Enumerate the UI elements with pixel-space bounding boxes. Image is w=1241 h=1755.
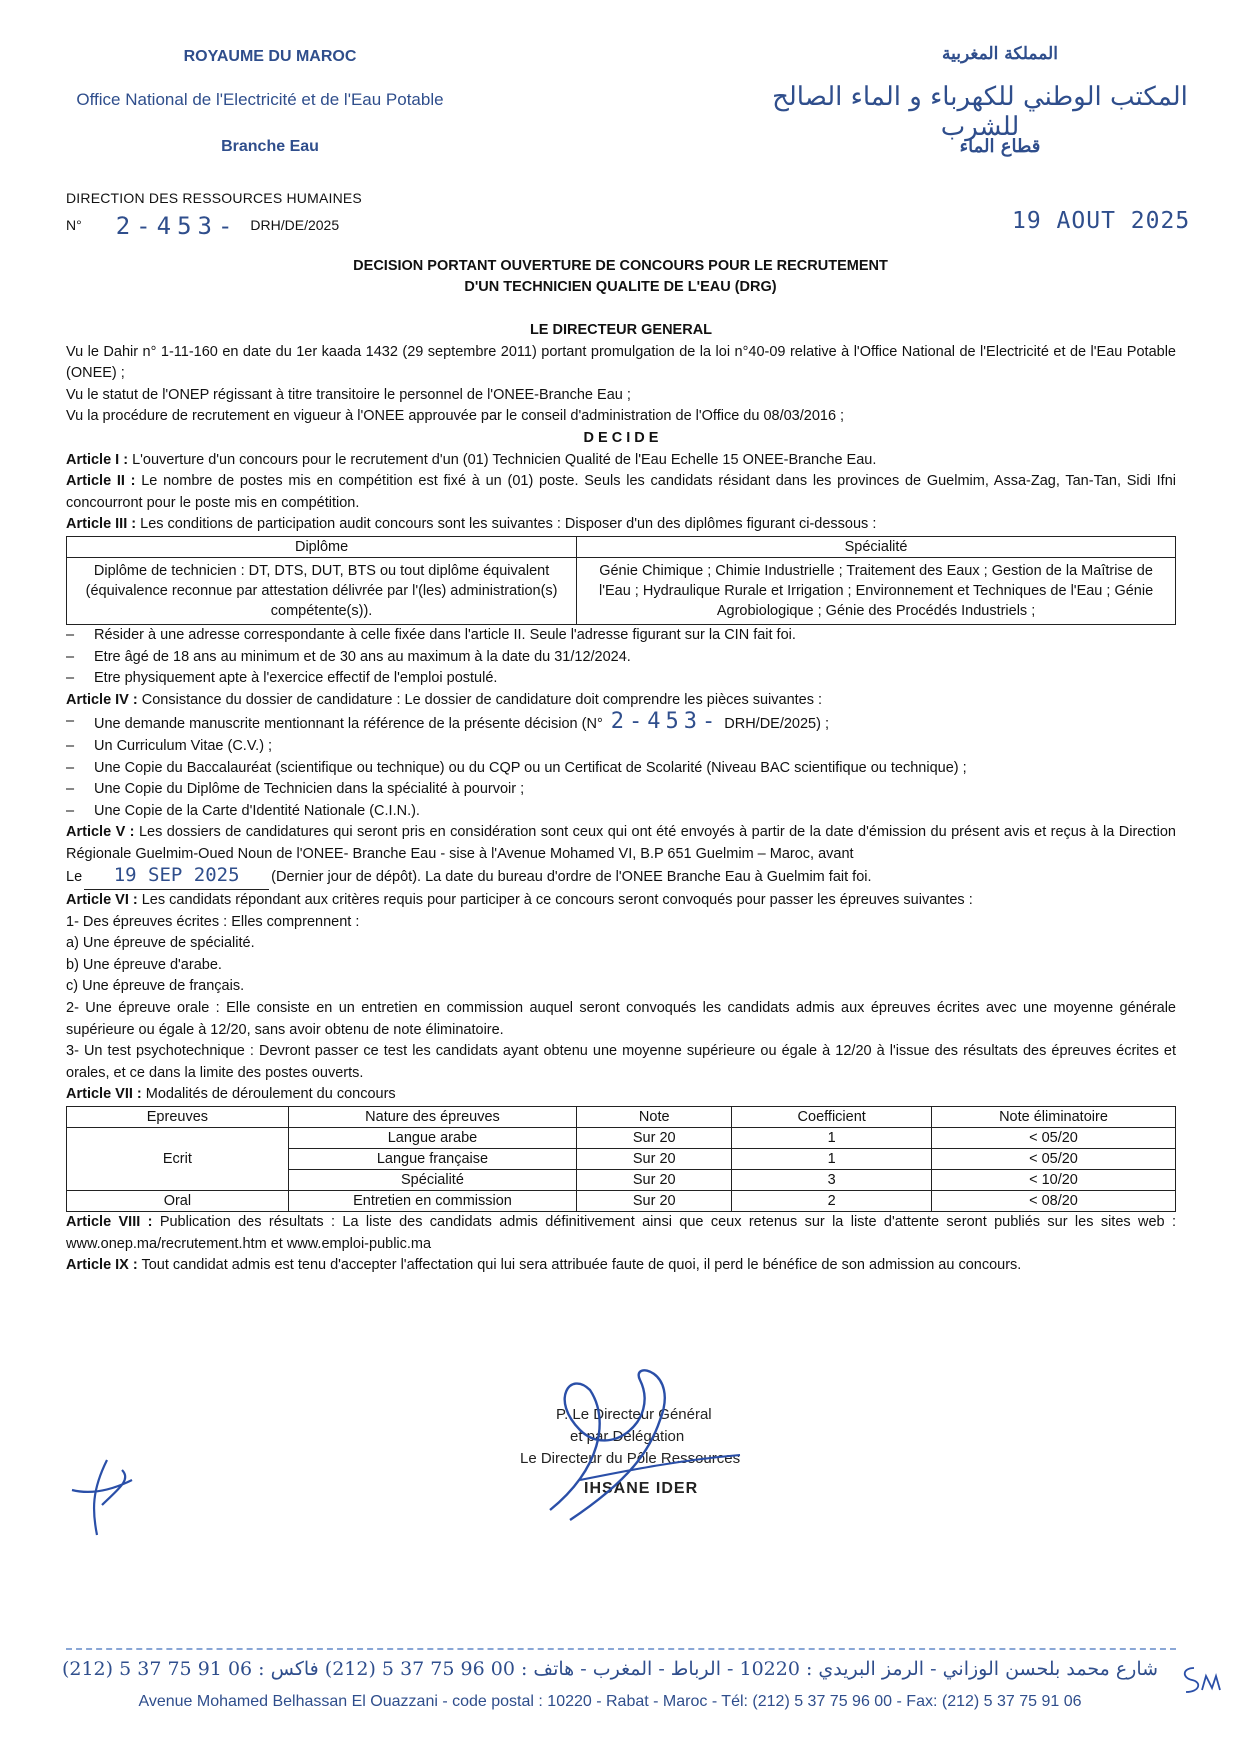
vu-2: Vu le statut de l'ONEP régissant à titre transitoire le personnel de l'ONEE-Branche Eau ; [66,386,631,403]
branche-fr: Branche Eau [221,138,319,155]
article-4 [66,690,1176,712]
exam-note: Sur 20 [577,1128,732,1149]
exam-nature: Entretien en commission [288,1191,576,1212]
title-line-2: D'UN TECHNICIEN QUALITE DE L'EAU (DRG) [464,279,777,295]
article-4-label: Article IV : [66,691,138,708]
deadline-date-stamp: 19 SEP 2025 [113,864,240,887]
specialty-cell: Génie Chimique ; Chimie Industrielle ; Traitement des Eaux ; Gestion de la Maîtrise de l'Eau ; Hydraulique Rurale et Irrigation ; Environnement et Techniques de l'Eau ; Génie Agrobiologique ; Génie des Procédés Industriels ; [577,557,1176,624]
article-3-text: Les conditions de participation audit concours sont les suivantes : Disposer d'un des diplômes figurant ci-dessous : [136,516,877,533]
exam-written-c: c) Une épreuve de français. [66,978,245,995]
exam-coef: 3 [732,1170,932,1191]
sig-line-1: P. Le Directeur Général [556,1406,712,1423]
kingdom-fr: ROYAUME DU MAROC [183,48,357,65]
article-2 [66,471,1176,514]
article-9-label: Article IX : [66,1257,138,1274]
article-2-label: Article II : [66,473,136,490]
exam-written: 1- Des épreuves écrites : Elles comprennent : [66,913,360,930]
document-2: – Un Curriculum Vitae (C.V.) ; [66,736,1176,758]
article-2-text: Le nombre de postes mis en compétition est fixé à un (01) poste. Seuls les candidats résidant dans les provinces de Guelmim, Assa-Zag, Tan-Tan, Sidi Ifni concourront pour le poste mis en compétition. [66,473,1176,511]
ref-suffix: DRH/DE/2025 [250,217,340,233]
decision-body [66,320,1176,1277]
office-name-ar: المكتب الوطني للكهرباء و الماء الصالح للشرب [772,82,1188,142]
decide-heading: D E C I D E [583,429,659,446]
article-5-deadline [66,865,1176,890]
article-5 [66,822,1176,865]
article-1-label: Article I : [66,451,129,468]
article-7-text: Modalités de déroulement du concours [141,1086,396,1103]
exam-nature: Langue arabe [288,1128,576,1149]
footer-address-fr: Avenue Mohamed Belhassan El Ouazzani - code postal : 10220 - Rabat - Maroc - Tél: (212) 5 37 75 96 00 - Fax: (212) 5 37 75 91 06 [138,1693,1082,1710]
exam-header-note: Note [577,1107,732,1128]
exam-coef: 1 [732,1128,932,1149]
exam-written-b: b) Une épreuve d'arabe. [66,956,222,973]
exam-type-ecrit: Ecrit [67,1128,289,1191]
sig-line-3: Le Directeur du Pôle Ressources [520,1450,741,1467]
article-9 [66,1255,1176,1277]
date-stamp: 19 AOUT 2025 [1012,208,1191,234]
initials-paraph-icon [62,1450,142,1540]
deadline-tail: (Dernier jour de dépôt). La date du bureau d'ordre de l'ONEE Branche Eau à Guelmim fait foi. [271,869,872,886]
exam-note: Sur 20 [577,1149,732,1170]
footer-divider [66,1648,1176,1650]
exam-note: Sur 20 [577,1191,732,1212]
exam-psycho: 3- Un test psychotechnique : Devront passer ce test les candidats ayant obtenu une moyenne supérieure ou égale à 12/20 à l'issue des résultats des épreuves écrites et orales, et ce dans la limite des postes ouverts. [66,1043,1176,1081]
exam-table [66,1106,1176,1212]
document-4: – Une Copie du Diplôme de Technicien dans la spécialité à pourvoir ; [66,779,1176,801]
document-1 [66,711,1176,736]
exam-elim: < 10/20 [931,1170,1175,1191]
exam-note: Sur 20 [577,1170,732,1191]
exam-elim: < 05/20 [931,1149,1175,1170]
article-8 [66,1212,1176,1255]
document-1-post: DRH/DE/2025) ; [724,716,830,733]
exam-coef: 1 [732,1149,932,1170]
article-5-text: Les dossiers de candidatures qui seront pris en considération sont ceux qui ont été envoyés à partir de la date d'émission du présent avis et reçus à la Direction Régionale Guelmim-Oued Noun de l'ONEE- Branche Eau - sise à l'Avenue Mohamed VI, B.P 651 Guelmim – Maroc, avant [66,824,1176,862]
diploma-col-header: Diplôme [67,536,577,557]
exam-header-nature: Nature des épreuves [288,1107,576,1128]
document-5: – Une Copie de la Carte d'Identité Nationale (C.I.N.). [66,801,1176,823]
exam-oral: 2- Une épreuve orale : Elle consiste en un entretien en commission auquel seront convoqués les candidats admis aux épreuves écrites avec une moyenne générale supérieure ou égale à 12/20, sans avoir obtenu de note éliminatoire. [66,1000,1176,1038]
article-8-text: Publication des résultats : La liste des candidats admis définitivement ainsi que ceux retenus sur la liste d'attente seront publiés sur les sites web : www.onep.ma/recrutement.htm et www.emploi-public.ma [66,1214,1176,1252]
exam-header-coef: Coefficient [732,1107,932,1128]
director-heading: LE DIRECTEUR GENERAL [529,322,713,338]
ref-no-label: N° [66,217,82,233]
exam-nature: Langue française [288,1149,576,1170]
exam-header-epreuves: Epreuves [67,1107,289,1128]
article-1 [66,450,1176,472]
signatory-name: IHSANE IDER [584,1480,699,1497]
diploma-cell: Diplôme de technicien : DT, DTS, DUT, BTS ou tout diplôme équivalent (équivalence reconnue par attestation délivrée par l'(les) administration(s) compétente(s)). [67,557,577,624]
article-6-text: Les candidats répondant aux critères requis pour participer à ce concours seront convoqués pour passer les épreuves suivantes : [137,892,973,909]
decision-title [0,256,1241,298]
article-3 [66,514,1176,536]
document-1-pre: Une demande manuscrite mentionnant la référence de la présente décision (N° [94,716,603,733]
diploma-table [66,536,1176,625]
exam-type-oral: Oral [67,1191,289,1212]
article-8-label: Article VIII : [66,1214,153,1230]
initials-sm-icon [1176,1660,1226,1700]
office-name-fr: Office National de l'Electricité et de l'Eau Potable [76,90,444,109]
exam-table-header [67,1107,1176,1128]
exam-coef: 2 [732,1191,932,1212]
title-line-1: DECISION PORTANT OUVERTURE DE CONCOURS POUR LE RECRUTEMENT [353,258,888,274]
document-3: – Une Copie du Baccalauréat (scientifique ou technique) ou du CQP ou un Certificat de Scolarité (Niveau BAC scientifique ou technique) ; [66,758,1176,780]
article-6-label: Article VI : [66,892,138,909]
article-3-label: Article III : [66,516,137,533]
condition-2: – Etre âgé de 18 ans au minimum et de 30 ans au maximum à la date du 31/12/2024. [66,647,1176,669]
branche-ar: قطاع الماء [959,136,1041,157]
specialty-col-header: Spécialité [577,536,1176,557]
handwritten-signature-icon [510,1360,770,1530]
table-row [67,1128,1176,1149]
article-5-label: Article V : [66,824,135,841]
exam-elim: < 05/20 [931,1128,1175,1149]
exam-nature: Spécialité [288,1170,576,1191]
vu-3: Vu la procédure de recrutement en vigueur à l'ONEE approuvée par le conseil d'administration de l'Office du 08/03/2016 ; [66,408,845,425]
table-row [67,1191,1176,1212]
footer-address-ar: شارع محمد بلحسن الوزاني - الرمز البريدي : 10220 - الرباط - المغرب - هاتف : 00 96 75 37 5 (212) فاكس : 06 91 75 37 5 (212) [61,1658,1159,1680]
article-7-label: Article VII : [66,1086,142,1103]
direction-label: DIRECTION DES RESSOURCES HUMAINES [66,190,362,206]
ref-number-stamp: 2-453- [115,212,239,240]
condition-1: – Résider à une adresse correspondante à celle fixée dans l'article II. Seule l'adresse figurant sur la CIN fait foi. [66,625,1176,647]
exam-written-a: a) Une épreuve de spécialité. [66,935,255,952]
article-4-text: Consistance du dossier de candidature : Le dossier de candidature doit comprendre les pièces suivantes : [137,691,823,708]
deadline-le: Le [66,869,83,886]
exam-elim: < 08/20 [931,1191,1175,1212]
article-6 [66,890,1176,912]
kingdom-ar: المملكة المغربية [942,44,1058,64]
condition-3: – Etre physiquement apte à l'exercice effectif de l'emploi postulé. [66,668,1176,690]
article-7 [66,1084,1176,1106]
sig-line-2: et par Délégation [570,1428,685,1445]
article-1-text: L'ouverture d'un concours pour le recrutement d'un (01) Technicien Qualité de l'Eau Echelle 15 ONEE-Branche Eau. [128,451,877,468]
vu-1: Vu le Dahir n° 1-11-160 en date du 1er kaada 1432 (29 septembre 2011) portant promulgation de la loi n°40-09 relative à l'Office National de l'Electricité et de l'Eau Potable (ONEE) ; [66,343,1176,382]
document-1-number-stamp: 2-453- [610,709,721,735]
article-9-text: Tout candidat admis est tenu d'accepter l'affectation qui lui sera attribuée faute de quoi, il perd le bénéfice de son admission au concours. [137,1257,1022,1274]
reference-line [66,208,340,240]
exam-header-elim: Note éliminatoire [931,1107,1175,1128]
